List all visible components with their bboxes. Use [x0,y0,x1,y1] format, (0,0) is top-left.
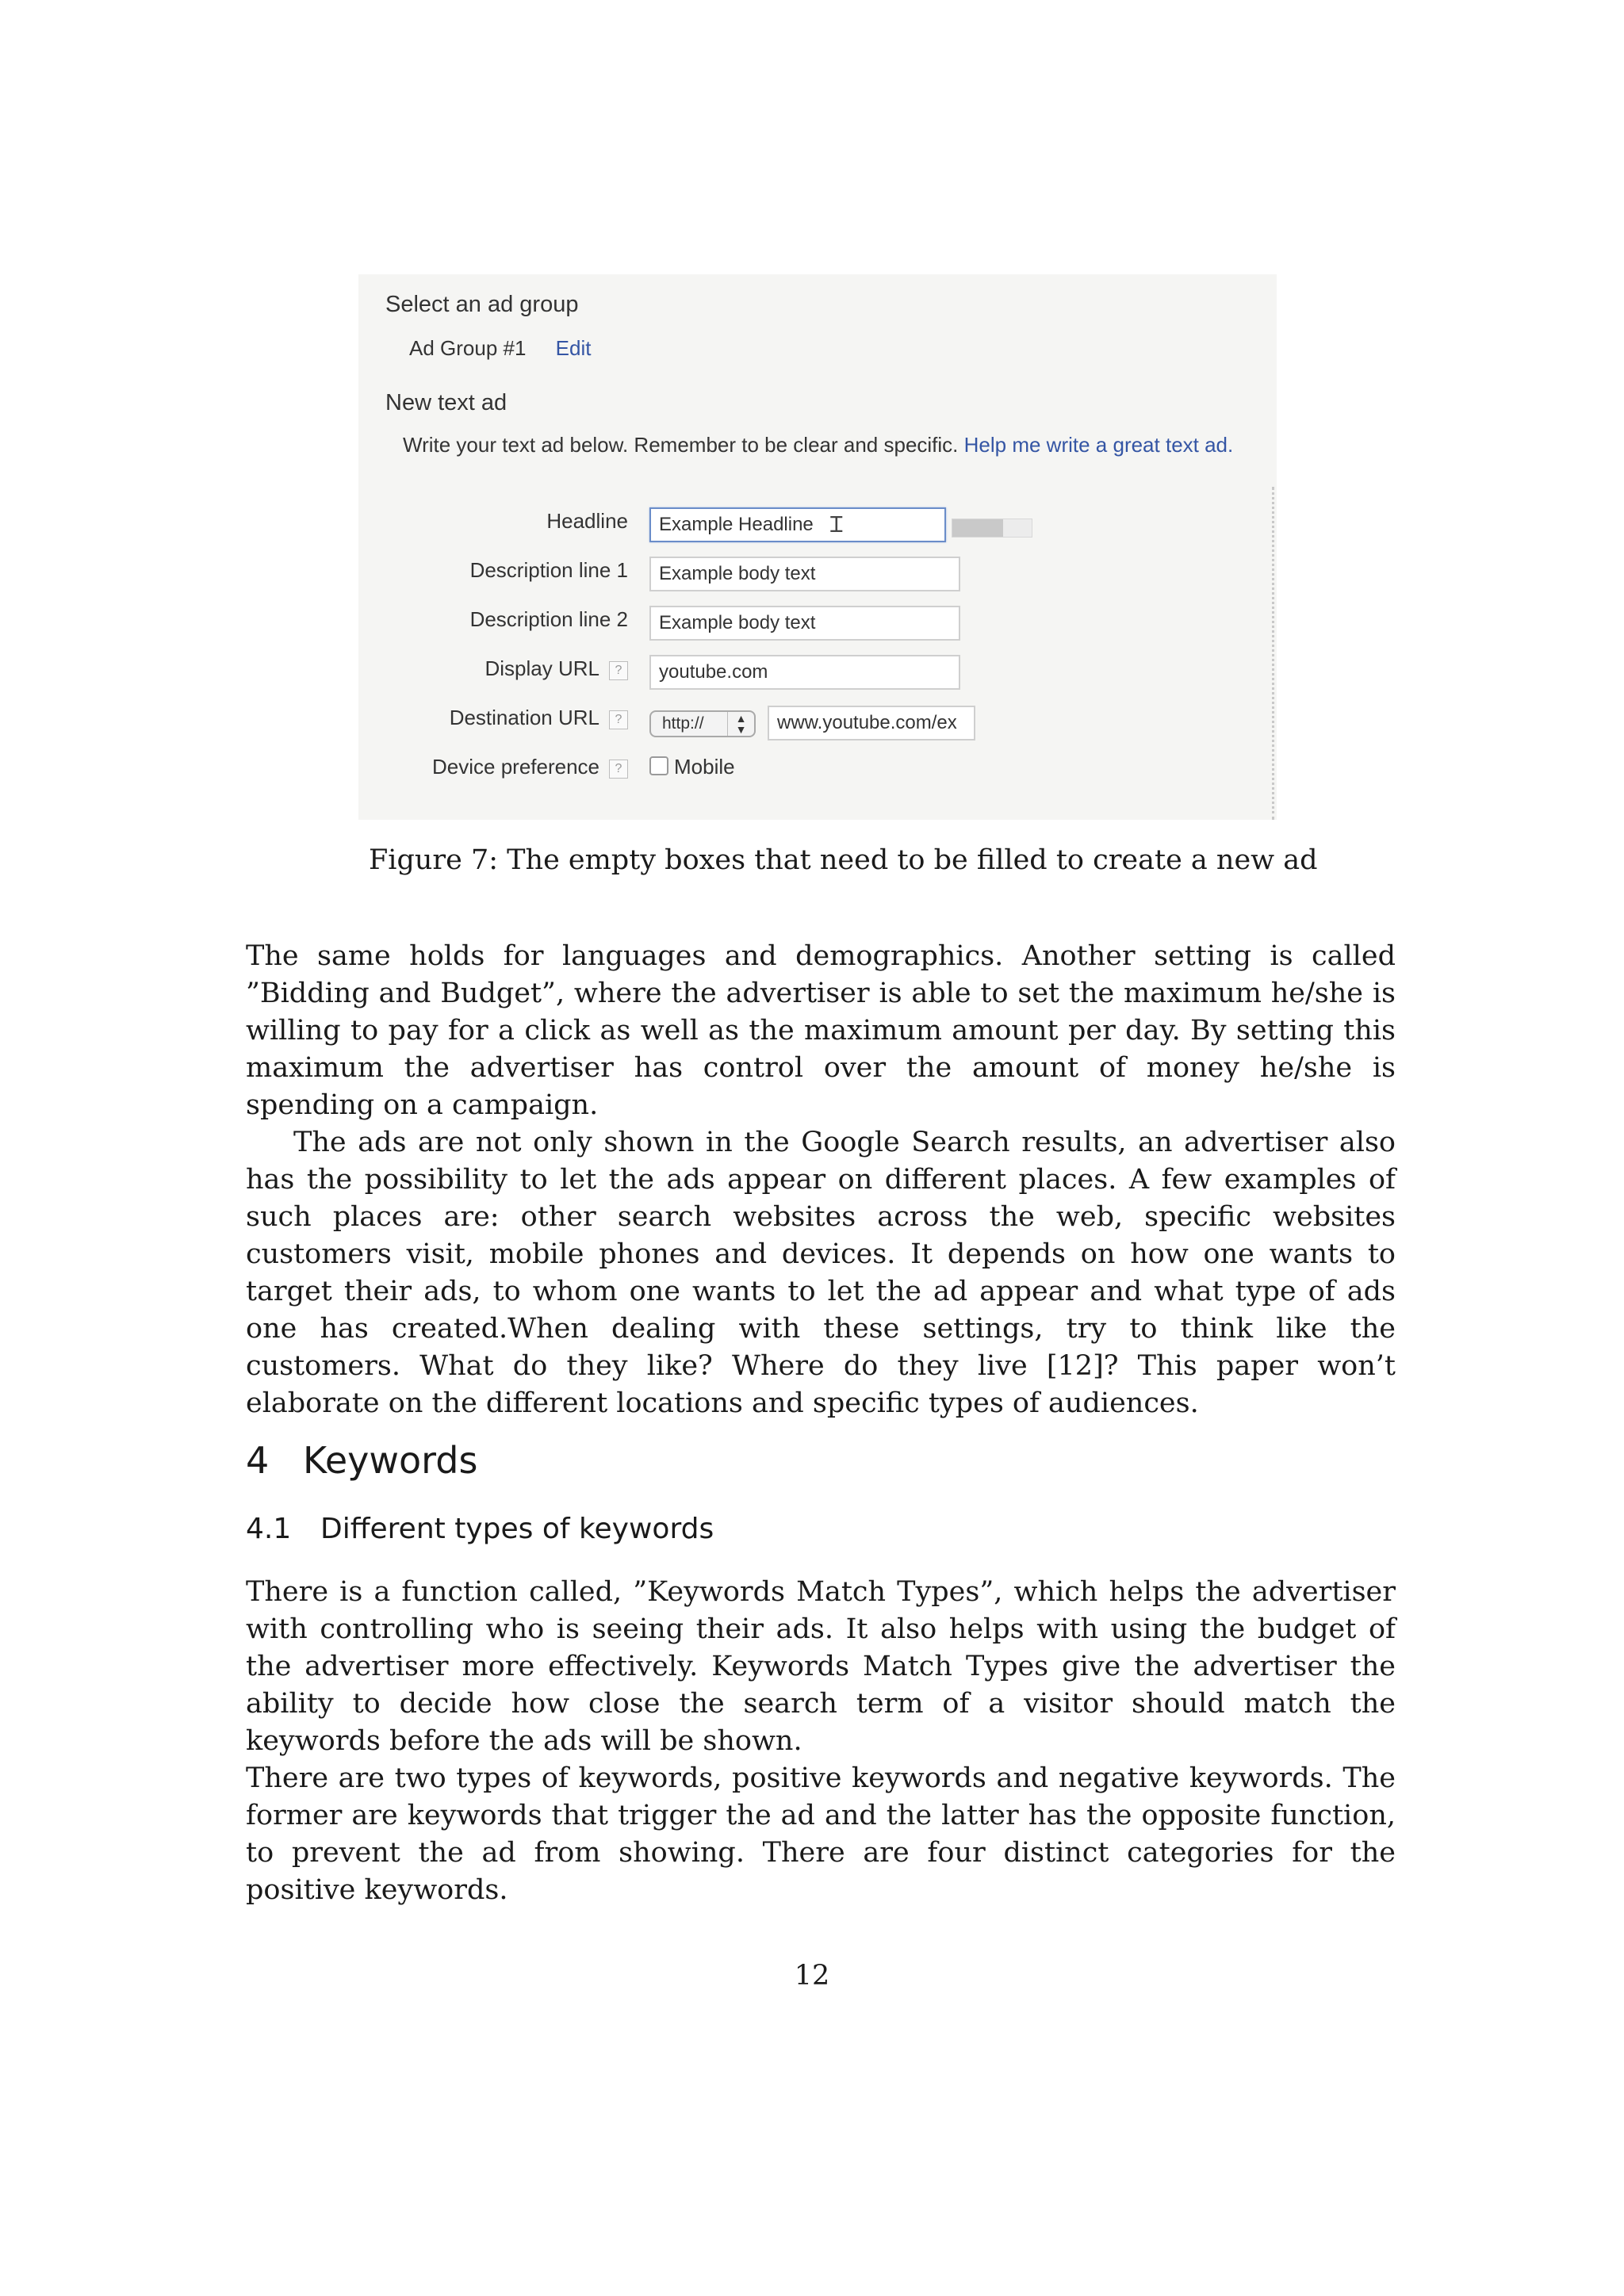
help-icon[interactable]: ? [609,760,628,779]
description-line-1-input[interactable]: Example body text [649,557,960,591]
destination-url-label: Destination URL [449,706,599,729]
new-text-ad-title: New text ad [385,390,508,415]
ad-form-screenshot [358,274,1277,820]
description-line-1-label: Description line 1 [469,558,628,582]
select-arrows-icon: ▲ ▼ [727,712,754,736]
protocol-select[interactable] [649,710,756,737]
mobile-checkbox[interactable] [649,756,668,775]
paragraph-ad-placement: The ads are not only shown in the Google Search results, an advertiser also has the possibility to let the ads appear on different places. A few examples of such places are: other search websites across the web, specific websites customers visit, mobile phones and devices. It depends on how one wants to target their ads, to whom one wants to let the ad appear and what type of ads one has created.When dealing with these settings, try to think like the customers. What do they like? Where do they live [12]? This paper won’t elaborate on the different locations and specific types of audiences. [246,1127,1396,1419]
display-url-label: Display URL [485,656,599,680]
subsection-heading [246,1513,714,1545]
edit-link[interactable]: Edit [555,336,592,360]
help-icon[interactable]: ? [609,661,628,680]
section-number: 4 [246,1439,270,1482]
display-url-input[interactable]: youtube.com [649,655,960,690]
display-url-label-row [358,656,628,681]
mobile-option-label: Mobile [674,755,735,779]
help-write-ad-link[interactable]: Help me write a great text ad. [963,433,1234,457]
figure-caption: Figure 7: The empty boxes that need to be filled to create a new ad [369,844,1318,876]
help-icon[interactable]: ? [609,710,628,729]
instructions-row [403,433,1233,457]
headline-label: Headline [546,509,628,533]
paragraph-bidding: The same holds for languages and demographics. Another setting is called ”Bidding and Budget”, where the advertiser is able to set the maximum he/she is willing to pay for a click as well as the maximum amount per day. By setting this maximum the advertiser has control over the amount of money he/she is spending on a campaign. [246,940,1396,1121]
instructions-text: Write your text ad below. Remember to be clear and specific. [403,433,959,457]
subsection-title: Different types of keywords [320,1513,714,1545]
character-count-meter [952,519,1032,538]
description-line-2-label: Description line 2 [469,607,628,631]
section-title: Keywords [303,1439,478,1482]
destination-url-label-row [358,706,628,730]
page-number: 12 [794,1960,830,1992]
destination-url-input[interactable]: www.youtube.com/ex [768,706,975,740]
ad-group-name: Ad Group #1 [409,336,527,360]
device-preference-label-row [358,755,628,779]
subsection-number: 4.1 [246,1513,292,1545]
description-line-2-input[interactable]: Example body text [649,606,960,641]
select-ad-group-title: Select an ad group [385,292,579,317]
paragraph-keyword-types: There are two types of keywords, positive keywords and negative keywords. The former are keywords that trigger the ad and the latter has the opposite function, to prevent the ad from showing. There are four distinct categories for the positive keywords. [246,1762,1396,1906]
section-heading [246,1439,477,1482]
protocol-value: http:// [662,714,704,733]
device-preference-label: Device preference [432,755,599,779]
ad-group-row [409,336,591,361]
headline-input[interactable]: Example Headline [649,507,946,542]
panel-divider [1272,487,1274,820]
paragraph-match-types: There is a function called, ”Keywords Match Types”, which helps the advertiser with controlling who is seeing their ads. It also helps with using the budget of the advertiser more effectively. Keywords Match Types give the advertiser the ability to decide how close the search term of a visitor should match the keywords before the ads will be shown. [246,1576,1396,1757]
text-cursor-icon: Ɪ [830,512,843,537]
